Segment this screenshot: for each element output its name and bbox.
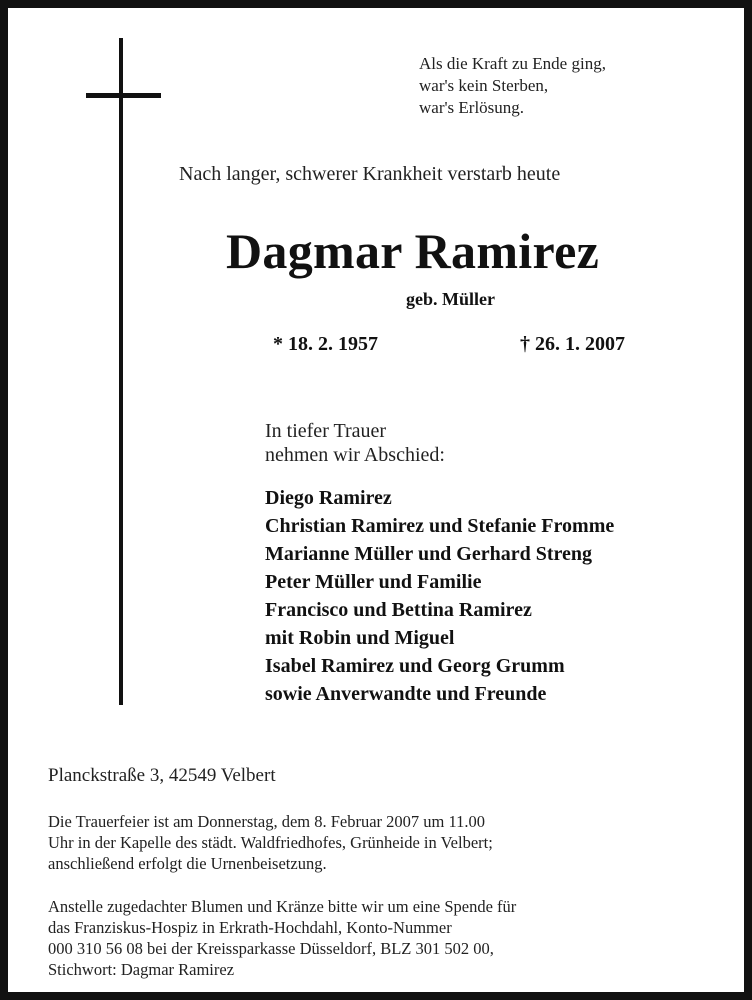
funeral-info [48,811,493,874]
donation-line: Stichwort: Dagmar Ramirez [48,960,235,979]
mourning-line: nehmen wir Abschied: [265,444,445,466]
mourner-entry: Christian Ramirez und Stefanie Fromme [265,515,615,537]
funeral-line: Uhr in der Kapelle des städt. Waldfriedhofes, Grünheide in Velbert; [48,833,493,852]
death-date: † 26. 1. 2007 [520,333,625,355]
maiden-name: geb. Müller [406,289,495,309]
quote-line: Als die Kraft zu Ende ging, [419,54,606,73]
mourner-entry: Isabel Ramirez und Georg Grumm [265,655,565,677]
donation-line: 000 310 56 08 bei der Kreissparkasse Düsseldorf, BLZ 301 502 00, [48,939,494,958]
mourner-entry: Diego Ramirez [265,487,392,509]
donation-info [48,896,516,980]
deceased-name: Dagmar Ramirez [226,223,600,279]
address: Planckstraße 3, 42549 Velbert [48,765,276,786]
quote-line: war's kein Sterben, [419,76,549,95]
mourner-entry: mit Robin und Miguel [265,627,455,649]
cross-icon-bar [86,93,161,98]
mourner-entry: sowie Anverwandte und Freunde [265,683,547,705]
funeral-line: anschließend erfolgt die Urnenbeisetzung. [48,854,327,873]
funeral-line: Die Trauerfeier ist am Donnerstag, dem 8. Februar 2007 um 11.00 [48,812,486,831]
mourner-entry: Francisco und Bettina Ramirez [265,599,532,621]
mourner-entry: Marianne Müller und Gerhard Streng [265,543,593,565]
poem-quote [419,53,606,119]
quote-line: war's Erlösung. [419,98,525,117]
donation-line: das Franziskus-Hospiz in Erkrath-Hochdahl, Konto-Nummer [48,918,452,937]
intro-text: Nach langer, schwerer Krankheit verstarb heute [179,163,561,185]
birth-date: * 18. 2. 1957 [273,333,378,355]
mourning-line: In tiefer Trauer [265,420,387,442]
mourning-text [265,419,445,467]
cross-icon [119,38,123,705]
mourner-entry: Peter Müller und Familie [265,571,482,593]
mourners-list [265,484,614,708]
donation-line: Anstelle zugedachter Blumen und Kränze bitte wir um eine Spende für [48,897,517,916]
